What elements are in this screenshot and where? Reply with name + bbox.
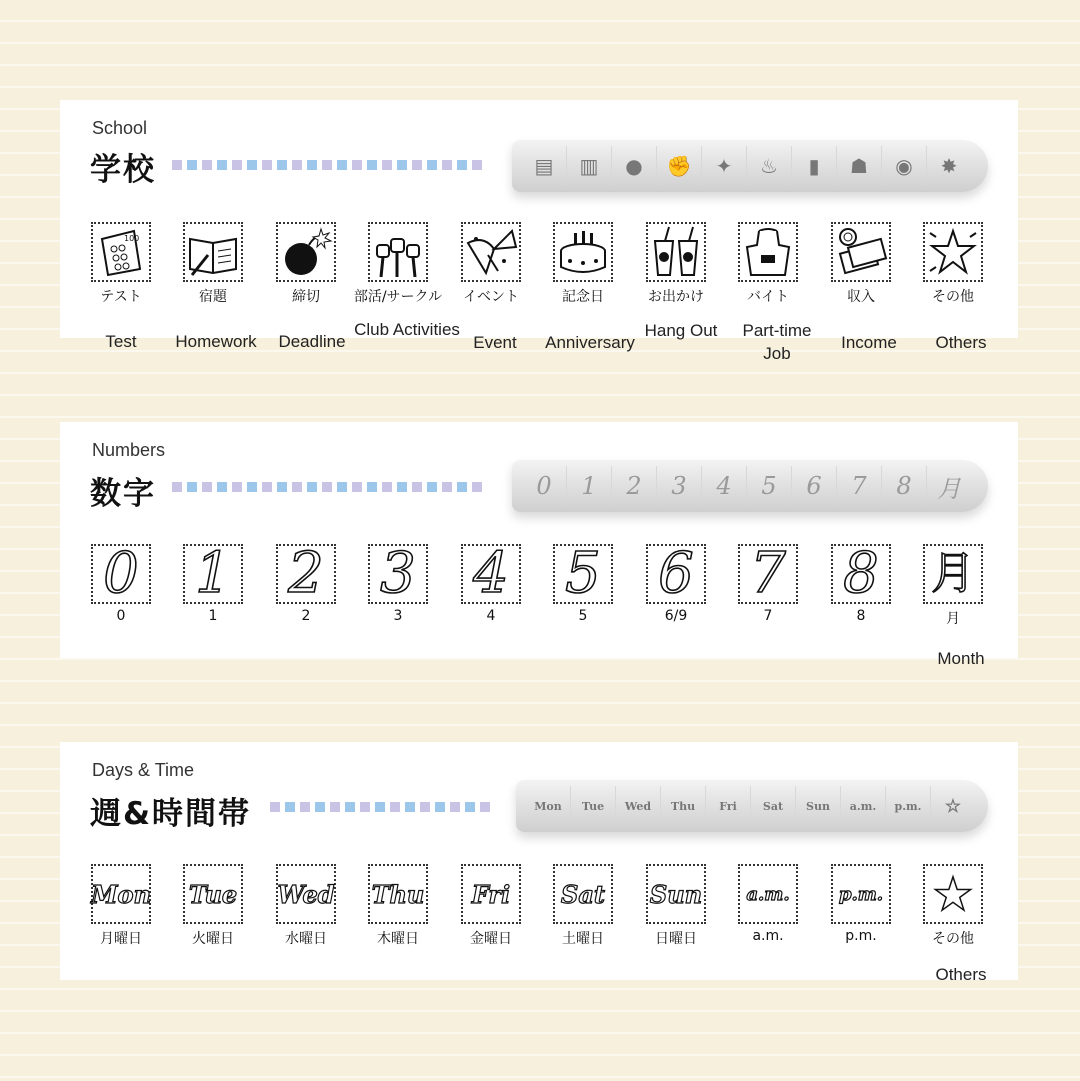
roller-day: Mon xyxy=(526,786,571,826)
drinks-icon xyxy=(646,222,706,282)
roller-digit: 4 xyxy=(702,466,747,506)
day-item xyxy=(537,864,629,948)
day-item xyxy=(907,864,999,948)
school-en-label: Others xyxy=(935,333,987,352)
test-sheet-icon xyxy=(91,222,151,282)
day-item xyxy=(75,864,167,948)
number-stamp: 1 xyxy=(183,544,243,604)
number-stamp: 7 xyxy=(738,544,798,604)
number-item xyxy=(907,544,999,628)
roller-day: Sat xyxy=(751,786,796,826)
number-item xyxy=(537,541,629,624)
day-label: 金曜日 xyxy=(470,931,512,947)
number-item xyxy=(815,541,907,624)
day-label: 月曜日 xyxy=(100,931,142,947)
school-item-jp-label: お出かけ xyxy=(648,289,704,305)
school-jp-title: 学校 xyxy=(90,152,156,188)
roller-day: Sun xyxy=(796,786,841,826)
number-stamp: 2 xyxy=(276,544,336,604)
roller-digit: 8 xyxy=(882,466,927,506)
school-item-others xyxy=(907,222,999,306)
roller-day: a.m. xyxy=(841,786,886,826)
money-icon xyxy=(831,222,891,282)
day-label: 水曜日 xyxy=(285,931,327,947)
number-item xyxy=(352,541,444,624)
pm-moon-stamp: p.m. xyxy=(831,864,891,924)
number-item xyxy=(167,541,259,624)
school-item-hangout xyxy=(630,222,722,306)
roller-test-icon: ▤ xyxy=(522,146,567,186)
number-item xyxy=(75,541,167,624)
school-item-parttime xyxy=(722,222,814,306)
day-item xyxy=(167,864,259,948)
school-en-label: Anniversary xyxy=(545,333,635,352)
number-item xyxy=(722,541,814,624)
day-stamp: Sat xyxy=(553,864,613,924)
school-item-jp-label: バイト xyxy=(747,289,789,305)
day-item xyxy=(815,864,907,944)
number-item xyxy=(260,541,352,624)
school-item-deadline xyxy=(260,222,352,306)
school-item-jp-label: 宿題 xyxy=(199,289,227,305)
school-item-test xyxy=(75,222,167,306)
school-item-anniversary xyxy=(537,222,629,306)
number-stamp: 6 xyxy=(646,544,706,604)
roller-star-icon: ☆ xyxy=(944,795,962,817)
roller-day: Thu xyxy=(661,786,706,826)
school-item-homework xyxy=(167,222,259,306)
school-item-jp-label: 収入 xyxy=(847,289,875,305)
roller-day: p.m. xyxy=(886,786,931,826)
number-label: 2 xyxy=(301,608,311,624)
others-en-label: Others xyxy=(935,965,987,984)
day-item xyxy=(260,864,352,948)
roller-star-icon: ✸ xyxy=(940,154,958,178)
number-stamp: 月 xyxy=(923,544,983,604)
days-dotted-divider xyxy=(270,802,490,812)
school-en-label: Part-time Job xyxy=(742,321,812,363)
roller-money-icon: ◉ xyxy=(882,146,927,186)
month-en-label: Month xyxy=(937,649,985,668)
day-item xyxy=(352,864,444,948)
school-panel xyxy=(60,100,1018,338)
day-label: 火曜日 xyxy=(192,931,234,947)
number-label: 月 xyxy=(946,611,960,627)
cake-icon xyxy=(553,222,613,282)
school-item-jp-label: その他 xyxy=(932,289,974,305)
number-item xyxy=(445,541,537,624)
roller-day: Fri xyxy=(706,786,751,826)
numbers-en-title: Numbers xyxy=(92,440,166,460)
party-popper-icon xyxy=(461,222,521,282)
school-en-label: Test xyxy=(105,332,137,351)
number-label: 5 xyxy=(578,608,588,624)
day-label: 木曜日 xyxy=(377,931,419,947)
star-burst-icon xyxy=(923,222,983,282)
day-label: その他 xyxy=(932,931,974,947)
roller-apron-icon: ☗ xyxy=(837,146,882,186)
number-item xyxy=(630,541,722,624)
roller-digit: 6 xyxy=(792,466,837,506)
notebook-icon xyxy=(183,222,243,282)
roller-digit: 7 xyxy=(837,466,882,506)
number-stamp: 3 xyxy=(368,544,428,604)
numbers-panel xyxy=(60,422,1018,658)
number-stamp: 0 xyxy=(91,544,151,604)
apron-icon xyxy=(738,222,798,282)
school-dotted-divider xyxy=(172,160,482,170)
school-en-title: School xyxy=(92,118,148,138)
number-label: 1 xyxy=(208,608,218,624)
school-en-label: Deadline xyxy=(278,332,346,351)
days-jp-title: 週&時間帯 xyxy=(90,796,252,832)
am-sun-stamp: a.m. xyxy=(738,864,798,924)
numbers-stamp-roller xyxy=(512,460,988,512)
school-en-label: Homework xyxy=(175,332,257,351)
roller-popper-icon: ✦ xyxy=(702,146,747,186)
school-stamp-roller xyxy=(512,140,988,192)
school-item-jp-label: 部活/サークル xyxy=(353,289,443,305)
school-item-event xyxy=(445,222,537,306)
roller-digit: 5 xyxy=(747,466,792,506)
number-stamp: 5 xyxy=(553,544,613,604)
numbers-dotted-divider xyxy=(172,482,482,492)
day-label: 日曜日 xyxy=(655,931,697,947)
school-item-jp-label: 締切 xyxy=(292,289,320,305)
days-stamp-roller xyxy=(516,780,988,832)
number-stamp: 8 xyxy=(831,544,891,604)
roller-drinks-icon: ▮ xyxy=(792,146,837,186)
day-stamp: Sun xyxy=(646,864,706,924)
days-en-title: Days & Time xyxy=(92,760,195,780)
day-item xyxy=(445,864,537,948)
number-stamp: 4 xyxy=(461,544,521,604)
svg-text:100: 100 xyxy=(124,234,140,243)
day-item xyxy=(630,864,722,948)
raised-fists-icon xyxy=(368,222,428,282)
roller-day: Wed xyxy=(616,786,661,826)
day-label: a.m. xyxy=(752,928,784,944)
school-item-jp-label: イベント xyxy=(463,289,519,305)
day-stamp: Thu xyxy=(368,864,428,924)
school-en-label: Club Activities xyxy=(354,320,460,339)
numbers-jp-title: 数字 xyxy=(90,476,156,512)
day-stamp: Fri xyxy=(461,864,521,924)
number-label: 4 xyxy=(486,608,496,624)
day-item xyxy=(722,864,814,944)
day-stamp: Tue xyxy=(183,864,243,924)
school-item-income xyxy=(815,222,907,306)
roller-digit: 月 xyxy=(937,474,961,503)
school-item-jp-label: 記念日 xyxy=(562,289,604,305)
number-label: 6/9 xyxy=(664,608,688,624)
roller-digit: 3 xyxy=(657,466,702,506)
star-icon: ★ xyxy=(923,864,983,924)
day-stamp: Wed xyxy=(276,864,336,924)
roller-day: Tue xyxy=(571,786,616,826)
school-item-club xyxy=(352,222,444,306)
number-label: 3 xyxy=(393,608,403,624)
day-label: 土曜日 xyxy=(562,931,604,947)
number-label: 7 xyxy=(763,608,773,624)
school-en-label: Income xyxy=(841,333,897,352)
school-en-label: Event xyxy=(473,333,517,352)
number-label: 8 xyxy=(856,608,866,624)
roller-digit: 1 xyxy=(567,466,612,506)
roller-notebook-icon: ▥ xyxy=(567,146,612,186)
roller-bomb-icon: ● xyxy=(612,146,657,186)
roller-fists-icon: ✊ xyxy=(657,146,702,186)
number-label: 0 xyxy=(116,608,126,624)
roller-digit: 2 xyxy=(612,466,657,506)
days-panel xyxy=(60,742,1018,980)
school-item-jp-label: テスト xyxy=(100,289,142,305)
bomb-icon xyxy=(276,222,336,282)
day-stamp: Mon xyxy=(91,864,151,924)
roller-digit: 0 xyxy=(522,466,567,506)
school-en-label: Hang Out xyxy=(644,321,718,340)
roller-cake-icon: ♨ xyxy=(747,146,792,186)
day-label: p.m. xyxy=(845,928,877,944)
